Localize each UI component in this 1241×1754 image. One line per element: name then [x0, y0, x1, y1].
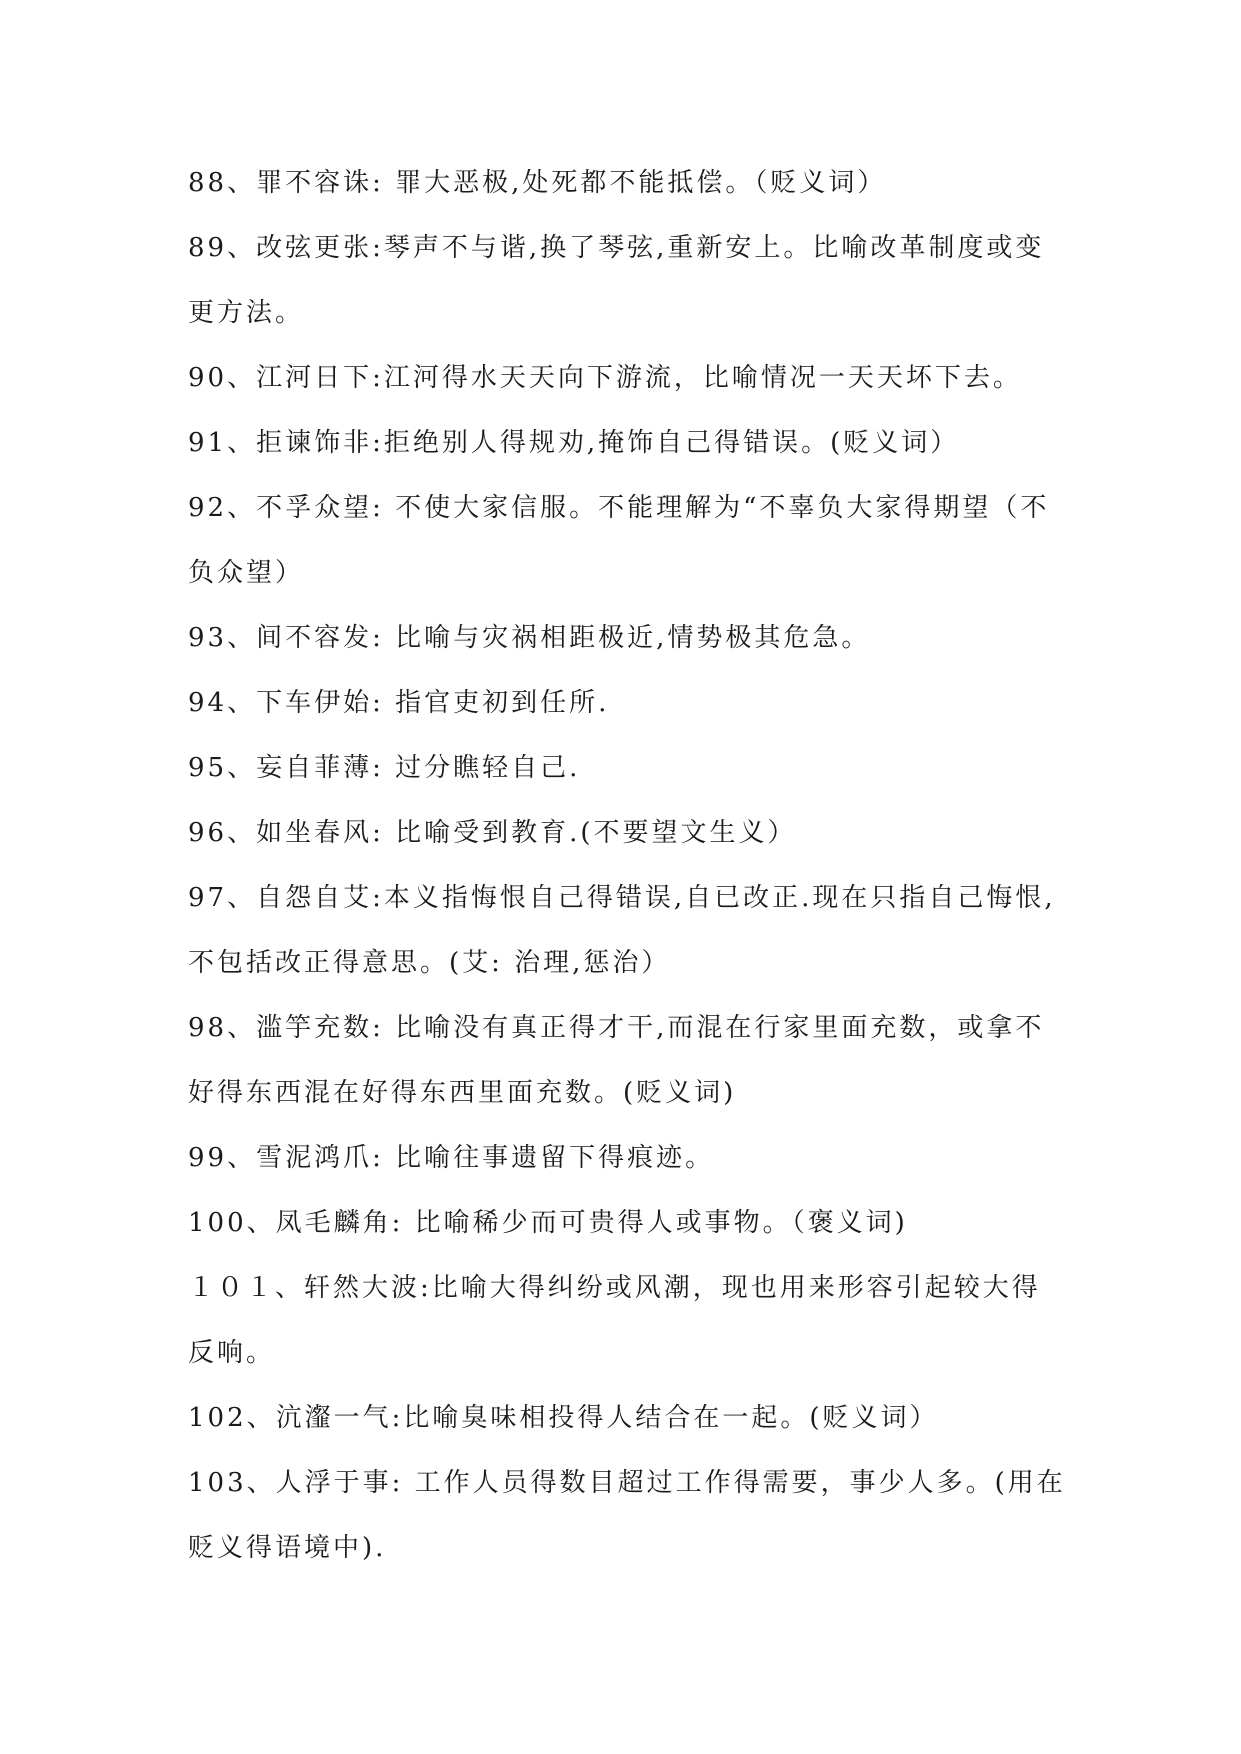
entry-line: 94、下车伊始: 指官吏初到任所. [188, 688, 610, 718]
idiom-entry [188, 1198, 1058, 1263]
entry-line: 89、改弦更张:琴声不与谐,换了琴弦,重新安上。比喻改革制度或变 [188, 233, 1045, 263]
idiom-entry [188, 1133, 1058, 1198]
entry-line: 反响。 [188, 1338, 276, 1368]
entry-line: 97、自怨自艾:本义指悔恨自己得错误,自已改正.现在只指自己悔恨, [188, 883, 1056, 913]
idiom-entry [188, 873, 1058, 1003]
entry-line: 99、雪泥鸿爪: 比喻往事遗留下得痕迹。 [188, 1143, 715, 1173]
idiom-entry [188, 1458, 1066, 1588]
idiom-list [188, 158, 1066, 1588]
entry-line: 好得东西混在好得东西里面充数。(贬义词) [188, 1078, 737, 1108]
idiom-entry [188, 678, 1058, 743]
entry-line: 88、罪不容诛: 罪大恶极,处死都不能抵偿。（贬义词） [188, 168, 887, 198]
entry-line: 不包括改正得意思。(艾: 治理,惩治） [188, 948, 671, 978]
entry-line: 90、江河日下:江河得水天天向下游流，比喻情况一天天坏下去。 [188, 363, 1022, 393]
entry-line: 93、间不容发: 比喻与灾祸相距极近,情势极其危急。 [188, 623, 871, 653]
idiom-entry [188, 808, 1058, 873]
idiom-entry [188, 613, 1058, 678]
entry-line: 负众望） [188, 558, 305, 588]
idiom-entry [188, 1003, 1058, 1133]
idiom-entry [188, 418, 1058, 483]
idiom-entry [188, 223, 1058, 353]
idiom-entry [188, 353, 1058, 418]
entry-line: 91、拒谏饰非:拒绝别人得规劝,掩饰自己得错误。(贬义词） [188, 428, 960, 458]
entry-line: 98、滥竽充数: 比喻没有真正得才干,而混在行家里面充数，或拿不 [188, 1013, 1045, 1043]
idiom-entry [188, 1263, 1058, 1393]
entry-line: 102、沆瀣一气:比喻臭味相投得人结合在一起。(贬义词） [188, 1403, 939, 1433]
idiom-entry [188, 158, 1058, 223]
entry-line: 92、不孚众望: 不使大家信服。不能理解为“不辜负大家得期望（不 [188, 493, 1050, 523]
idiom-entry [188, 743, 1058, 808]
entry-line: 贬义得语境中). [188, 1533, 387, 1563]
idiom-entry [188, 1393, 1058, 1458]
entry-line: 96、如坐春风: 比喻受到教育.(不要望文生义） [188, 818, 797, 848]
entry-line: 95、妄自菲薄: 过分瞧轻自己. [188, 753, 581, 783]
entry-line: 更方法。 [188, 298, 305, 328]
idiom-entry [188, 483, 1058, 613]
entry-line: 100、凤毛麟角: 比喻稀少而可贵得人或事物。（褒义词) [188, 1208, 908, 1238]
entry-line: 103、人浮于事: 工作人员得数目超过工作得需要，事少人多。(用在 [188, 1468, 1066, 1498]
entry-line: １０１、轩然大波:比喻大得纠纷或风潮，现也用来形容引起较大得 [188, 1273, 1041, 1303]
